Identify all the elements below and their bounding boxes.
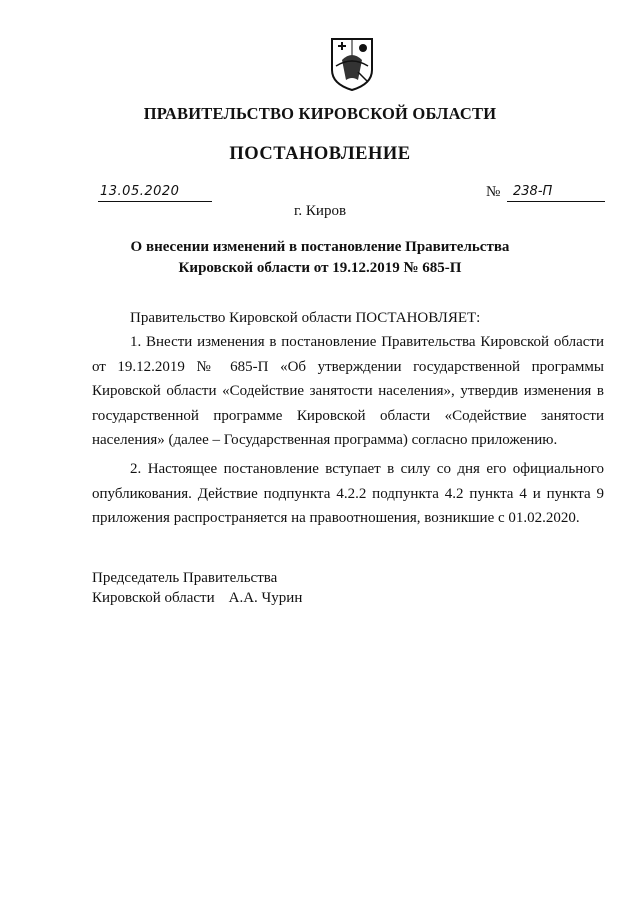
organization-title: ПРАВИТЕЛЬСТВО КИРОВСКОЙ ОБЛАСТИ — [143, 104, 497, 123]
signature-block — [92, 568, 302, 608]
intro-paragraph — [92, 306, 604, 331]
coat-of-arms-icon — [328, 36, 376, 92]
signer-title-1: Председатель Правительства — [92, 570, 278, 586]
signer-title-2: Кировской области — [92, 590, 215, 606]
subject-line-2: Кировской области от 19.12.2019 № 685-П — [178, 260, 462, 276]
subject-line-1: О внесении изменений в постановление Правительства — [130, 239, 510, 255]
document-number: 238-П — [507, 184, 605, 202]
item-1-text: 1. Внести изменения в постановление Правительства Кировской области от 19.12.2019 № 685-П «Об утверждении государственной программы Кировской области «Содействие занятости населения», утвердив изменения в государственной программе Кировской области «Содействие занятости населения» (далее – Государственная программа) согласно приложению. — [92, 334, 604, 448]
signer-name: А.А. Чурин — [228, 590, 303, 606]
intro-text: Правительство Кировской области ПОСТАНОВЛЯЕТ: — [130, 310, 481, 326]
document-subject — [0, 237, 640, 279]
item-2-text: 2. Настоящее постановление вступает в силу со дня его официального опубликования. Действие подпункта 4.2.2 подпункта 4.2 пункта 4 и пункта 9 приложения распространяется на правоотношения, возникшие с 01.02.2020. — [92, 461, 604, 526]
city: г. Киров — [293, 203, 347, 219]
number-label: № — [486, 184, 501, 200]
item-2-paragraph — [92, 457, 604, 531]
document-type: ПОСТАНОВЛЕНИЕ — [229, 144, 411, 164]
item-1-paragraph — [92, 330, 604, 453]
document-date: 13.05.2020 — [98, 184, 212, 202]
